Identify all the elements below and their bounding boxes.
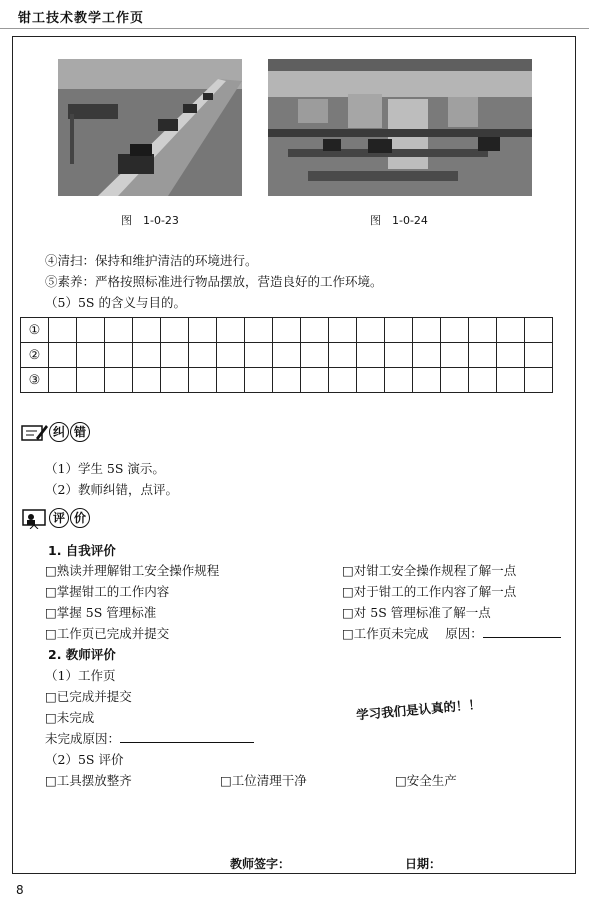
s5-discipline-line: ⑤素养：严格按照标准进行物品摆放，营造良好的工作环境。 xyxy=(45,274,383,289)
grid-cell[interactable] xyxy=(469,368,497,393)
grid-cell[interactable] xyxy=(441,368,469,393)
s5-eval-label: （2）5S 评价 xyxy=(45,752,124,767)
self-eval-left-1[interactable]: □熟读并理解钳工安全操作规程 xyxy=(45,563,220,578)
grid-cell[interactable] xyxy=(329,318,357,343)
grid-cell[interactable] xyxy=(329,368,357,393)
grid-cell[interactable] xyxy=(469,318,497,343)
grid-cell[interactable] xyxy=(301,368,329,393)
correction-badge-char-1: 纠 xyxy=(49,422,69,442)
grid-cell[interactable] xyxy=(189,368,217,393)
grid-row-label: ③ xyxy=(21,368,49,393)
grid-cell[interactable] xyxy=(77,318,105,343)
pencil-note-icon xyxy=(20,422,48,442)
correction-item-1: （1）学生 5S 演示。 xyxy=(45,461,165,476)
evaluation-badge-char-2: 价 xyxy=(70,508,90,528)
worksheet-label: （1）工作页 xyxy=(45,668,116,683)
unfinished-reason-row[interactable] xyxy=(45,729,254,747)
grid-cell[interactable] xyxy=(273,368,301,393)
grid-cell[interactable] xyxy=(497,318,525,343)
answer-grid xyxy=(20,317,553,393)
grid-cell[interactable] xyxy=(413,318,441,343)
s5-option-tools[interactable]: □工具摆放整齐 xyxy=(45,773,132,788)
grid-cell[interactable] xyxy=(525,343,553,368)
self-eval-right-3[interactable]: □对 5S 管理标准了解一点 xyxy=(342,605,491,620)
grid-cell[interactable] xyxy=(273,343,301,368)
header-rule xyxy=(0,28,589,29)
grid-cell[interactable] xyxy=(357,343,385,368)
teacher-eval-title: 2. 教师评价 xyxy=(48,647,116,662)
grid-cell[interactable] xyxy=(161,318,189,343)
grid-cell[interactable] xyxy=(329,343,357,368)
s5-option-station[interactable]: □工位清理干净 xyxy=(220,773,307,788)
correction-item-2: （2）教师纠错，点评。 xyxy=(45,482,178,497)
grid-cell[interactable] xyxy=(301,318,329,343)
grid-cell[interactable] xyxy=(357,318,385,343)
grid-cell[interactable] xyxy=(413,343,441,368)
grid-cell[interactable] xyxy=(385,318,413,343)
unfinished-reason-blank[interactable] xyxy=(120,742,254,743)
reason-blank[interactable] xyxy=(483,637,561,638)
grid-cell[interactable] xyxy=(245,343,273,368)
unfinished-reason-label: □工作页未完成 原因： xyxy=(342,626,483,641)
grid-cell[interactable] xyxy=(217,368,245,393)
grid-cell[interactable] xyxy=(77,343,105,368)
evaluation-badge-char-1: 评 xyxy=(49,508,69,528)
grid-cell[interactable] xyxy=(245,318,273,343)
grid-row xyxy=(21,343,553,368)
s5-option-safety[interactable]: □安全生产 xyxy=(395,773,457,788)
s5-clean-line: ④清扫：保持和维护清洁的环境进行。 xyxy=(45,253,258,268)
self-eval-right-2[interactable]: □对于钳工的工作内容了解一点 xyxy=(342,584,517,599)
grid-cell[interactable] xyxy=(385,368,413,393)
workshop-photo-1 xyxy=(58,59,242,196)
figure-caption-1: 图 1-0-23 xyxy=(121,214,179,227)
grid-cell[interactable] xyxy=(133,368,161,393)
grid-cell[interactable] xyxy=(133,343,161,368)
teacher-signature-label: 教师签字： xyxy=(230,857,291,871)
self-eval-right-1[interactable]: □对钳工安全操作规程了解一点 xyxy=(342,563,517,578)
grid-row-label: ② xyxy=(21,343,49,368)
grid-cell[interactable] xyxy=(441,343,469,368)
grid-cell[interactable] xyxy=(497,368,525,393)
grid-cell[interactable] xyxy=(77,368,105,393)
evaluation-badge xyxy=(20,507,90,529)
self-eval-left-4[interactable]: □工作页已完成并提交 xyxy=(45,626,170,641)
grid-cell[interactable] xyxy=(441,318,469,343)
grid-cell[interactable] xyxy=(497,343,525,368)
s5-question: （5）5S 的含义与目的。 xyxy=(45,295,186,310)
grid-cell[interactable] xyxy=(469,343,497,368)
grid-cell[interactable] xyxy=(105,368,133,393)
grid-cell[interactable] xyxy=(189,318,217,343)
grid-row xyxy=(21,318,553,343)
grid-cell[interactable] xyxy=(217,343,245,368)
grid-cell[interactable] xyxy=(49,318,77,343)
grid-cell[interactable] xyxy=(525,368,553,393)
grid-cell[interactable] xyxy=(161,343,189,368)
unfinished-reason-text: 未完成原因： xyxy=(45,731,121,746)
page-number: 8 xyxy=(16,883,24,897)
self-eval-left-2[interactable]: □掌握钳工的工作内容 xyxy=(45,584,170,599)
worksheet-option-undone[interactable]: □未完成 xyxy=(45,710,95,725)
grid-cell[interactable] xyxy=(105,318,133,343)
grid-cell[interactable] xyxy=(413,368,441,393)
grid-cell[interactable] xyxy=(525,318,553,343)
grid-cell[interactable] xyxy=(161,368,189,393)
self-eval-left-3[interactable]: □掌握 5S 管理标准 xyxy=(45,605,157,620)
handwritten-stamp: 学习我们是认真的！！ xyxy=(355,696,482,723)
grid-cell[interactable] xyxy=(49,343,77,368)
grid-cell[interactable] xyxy=(385,343,413,368)
correction-badge-char-2: 错 xyxy=(70,422,90,442)
self-eval-title: 1. 自我评价 xyxy=(48,543,116,558)
correction-badge xyxy=(20,422,90,442)
self-eval-right-4[interactable] xyxy=(342,624,561,642)
grid-cell[interactable] xyxy=(245,368,273,393)
grid-cell[interactable] xyxy=(301,343,329,368)
grid-cell[interactable] xyxy=(217,318,245,343)
workshop-photo-2 xyxy=(268,59,532,196)
grid-cell[interactable] xyxy=(273,318,301,343)
grid-row xyxy=(21,368,553,393)
grid-cell[interactable] xyxy=(357,368,385,393)
grid-cell[interactable] xyxy=(189,343,217,368)
presentation-board-icon xyxy=(20,507,48,529)
worksheet-option-done[interactable]: □已完成并提交 xyxy=(45,689,132,704)
grid-cell[interactable] xyxy=(133,318,161,343)
figure-caption-2: 图 1-0-24 xyxy=(370,214,428,227)
running-header: 钳工技术教学工作页 xyxy=(18,11,145,26)
date-label: 日期： xyxy=(405,857,442,871)
grid-cell[interactable] xyxy=(105,343,133,368)
grid-row-label: ① xyxy=(21,318,49,343)
grid-cell[interactable] xyxy=(49,368,77,393)
